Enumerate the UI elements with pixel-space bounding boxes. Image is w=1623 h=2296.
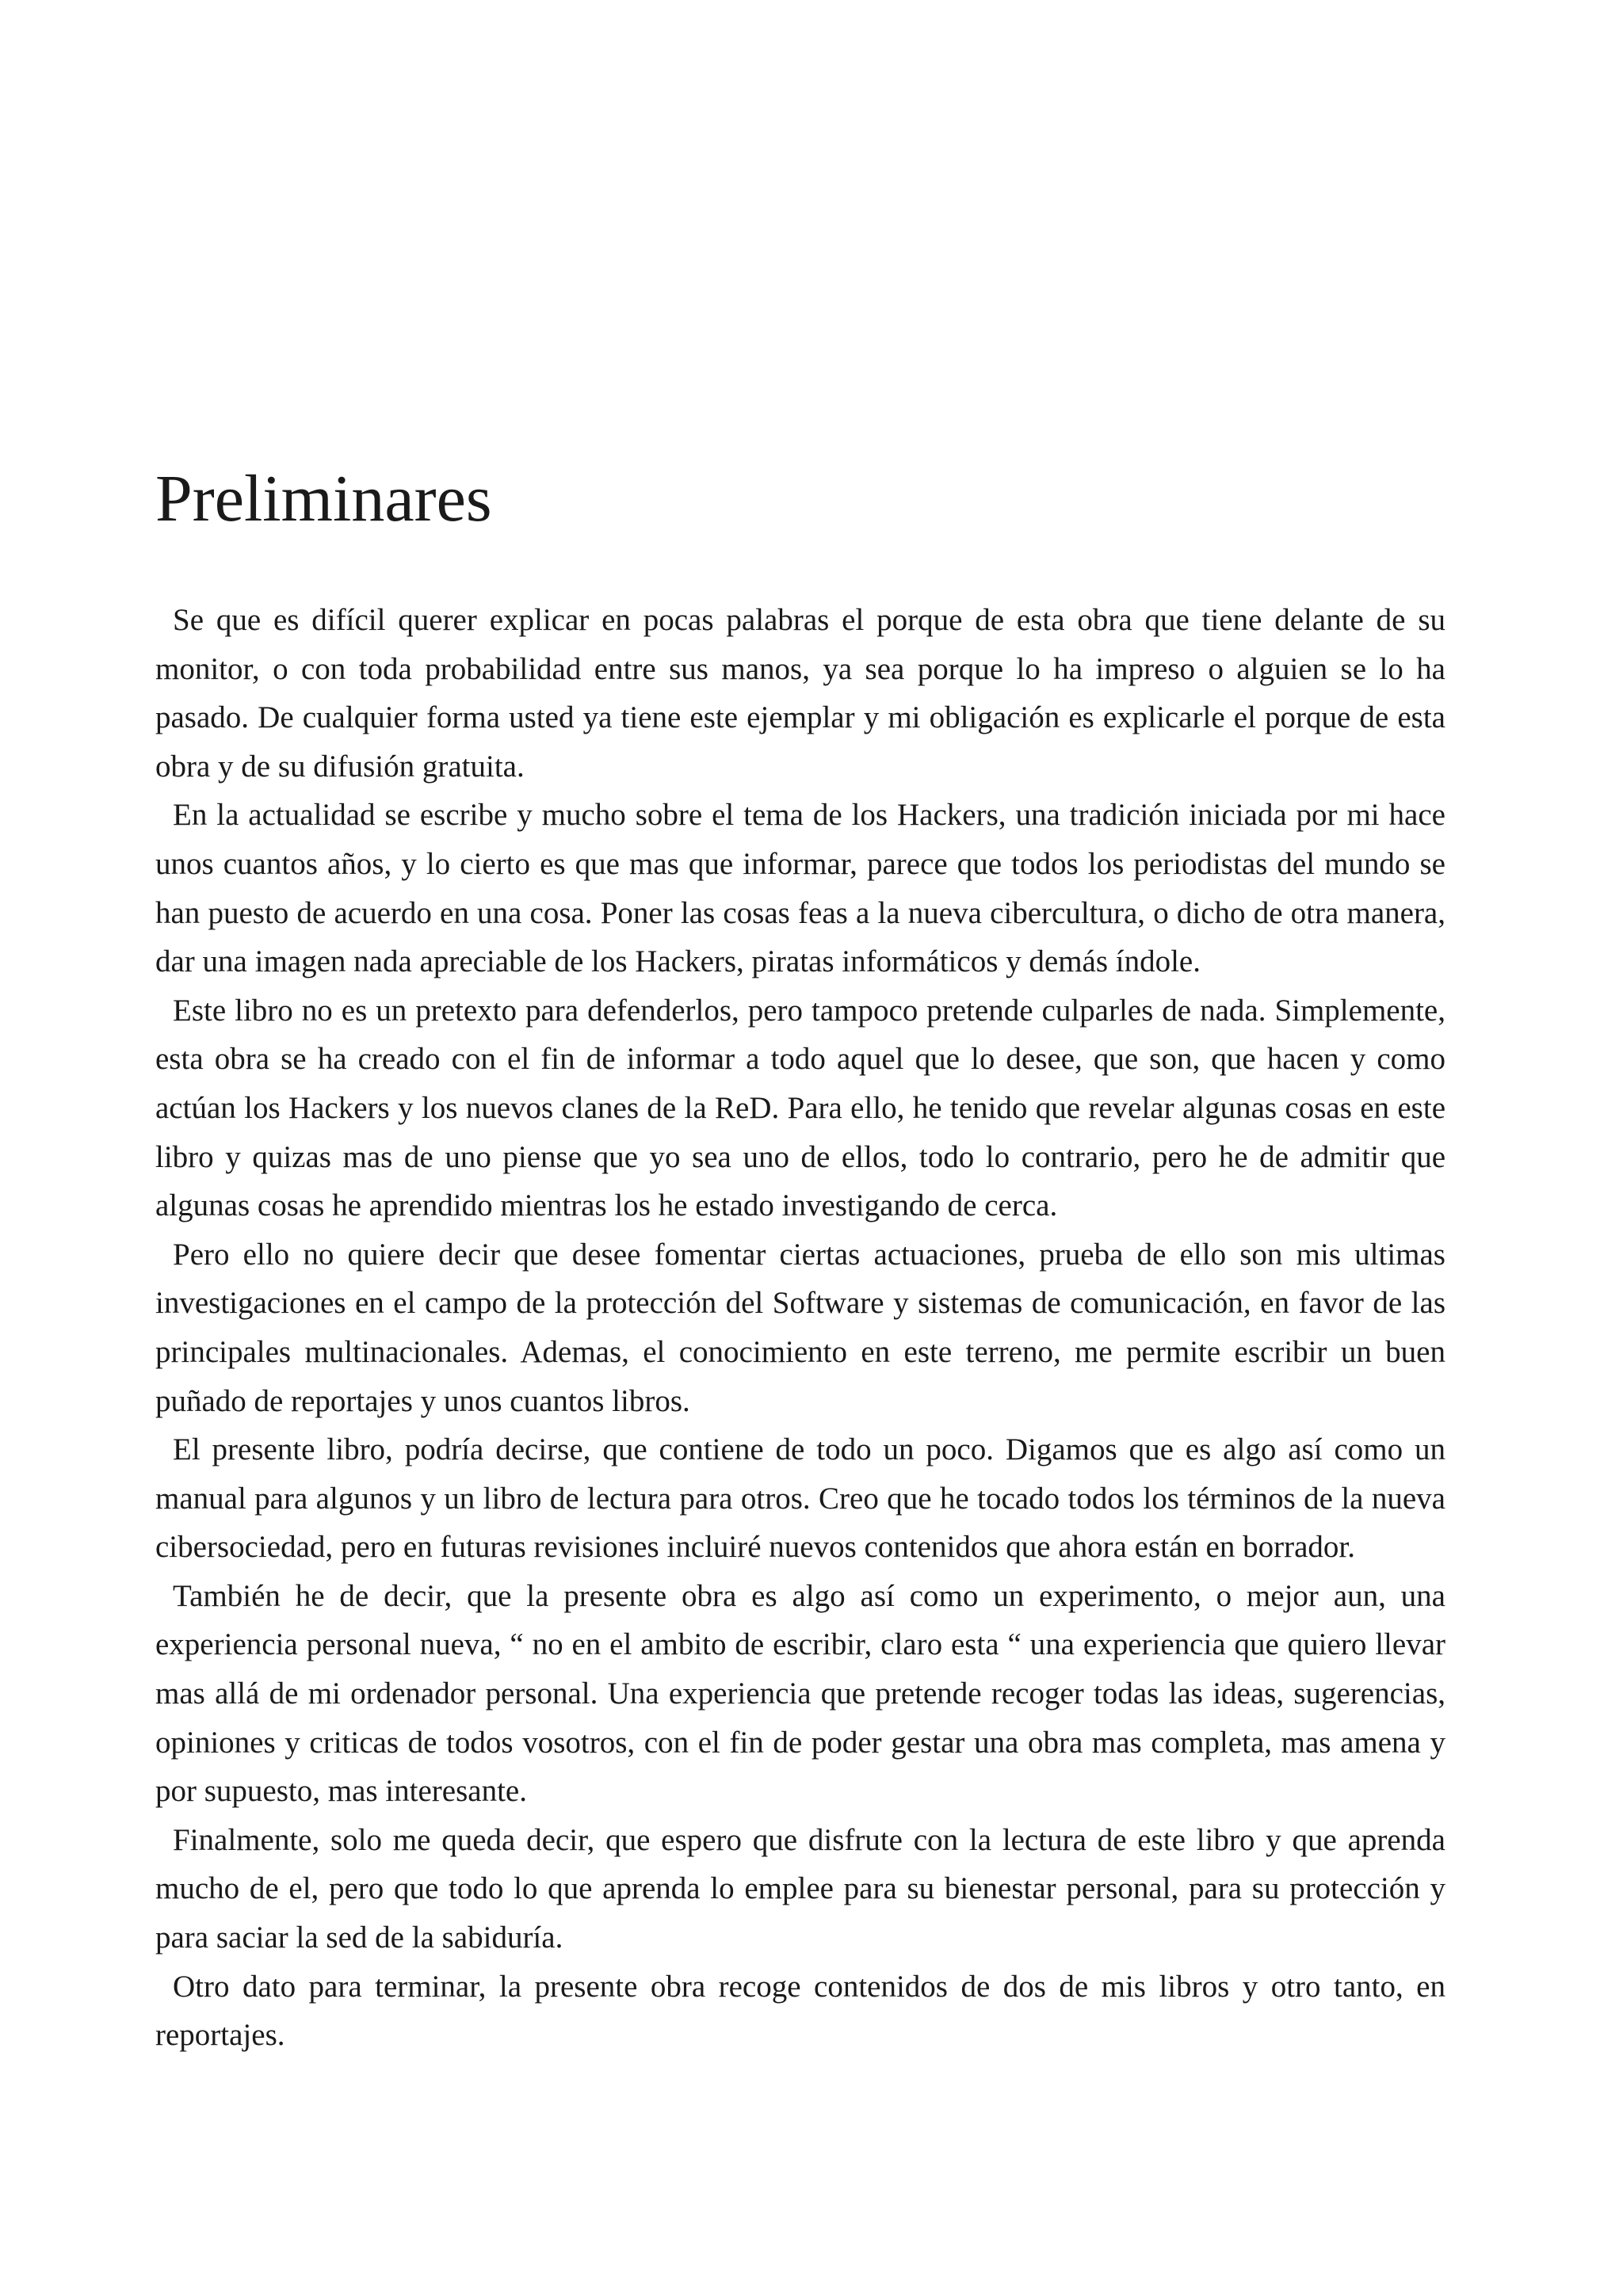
paragraph-2: En la actualidad se escribe y mucho sobre el tema de los Hackers, una tradición iniciada por mi hace unos cuantos años, y lo cierto es que mas que informar, parece que todos los periodistas del mundo se han puesto de acuerdo en una cosa. Poner las cosas feas a la nueva cibercultura, o dicho de otra manera, dar una imagen nada apreciable de los Hackers, piratas informáticos y demás índole. <box>155 798 1445 979</box>
body-text <box>155 596 1445 2060</box>
paragraph-4: Pero ello no quiere decir que desee fomentar ciertas actuaciones, prueba de ello son mis ultimas investigaciones en el campo de la protección del Software y sistemas de comunicación, en favor de las principales multinacionales. Ademas, el conocimiento en este terreno, me permite escribir un buen puñado de reportajes y unos cuantos libros. <box>155 1237 1445 1418</box>
paragraph-5: El presente libro, podría decirse, que contiene de todo un poco. Digamos que es algo así como un manual para algunos y un libro de lectura para otros. Creo que he tocado todos los términos de la nueva cibersociedad, pero en futuras revisiones incluiré nuevos contenidos que ahora están en borrador. <box>155 1432 1445 1565</box>
paragraph-1: Se que es difícil querer explicar en pocas palabras el porque de esta obra que tiene delante de su monitor, o con toda probabilidad entre sus manos, ya sea porque lo ha impreso o alguien se lo ha pasado. De cualquier forma usted ya tiene este ejemplar y mi obligación es explicarle el porque de esta obra y de su difusión gratuita. <box>155 603 1445 784</box>
paragraph-7: Finalmente, solo me queda decir, que espero que disfrute con la lectura de este libro y que aprenda mucho de el, pero que todo lo que aprenda lo emplee para su bienestar personal, para su protección y para saciar la sed de la sabiduría. <box>155 1822 1445 1955</box>
paragraph-8: Otro dato para terminar, la presente obra recoge contenidos de dos de mis libros y otro tanto, en reportajes. <box>155 1969 1445 2053</box>
paragraph-6: También he de decir, que la presente obra es algo así como un experimento, o mejor aun, una experiencia personal nueva, “ no en el ambito de escribir, claro esta “ una experiencia que quiero llevar mas allá de mi ordenador personal. Una experiencia que pretende recoger todas las ideas, sugerencias, opiniones y criticas de todos vosotros, con el fin de poder gestar una obra mas completa, mas amena y por supuesto, mas interesante. <box>155 1578 1445 1809</box>
paragraph-3: Este libro no es un pretexto para defenderlos, pero tampoco pretende culparles de nada. Simplemente, esta obra se ha creado con el fin de informar a todo aquel que lo desee, que son, que hacen y como actúan los Hackers y los nuevos clanes de la ReD. Para ello, he tenido que revelar algunas cosas en este libro y quizas mas de uno piense que yo sea uno de ellos, todo lo contrario, pero he de admitir que algunas cosas he aprendido mientras los he estado investigando de cerca. <box>155 993 1445 1223</box>
page-title: Preliminares <box>155 462 492 536</box>
